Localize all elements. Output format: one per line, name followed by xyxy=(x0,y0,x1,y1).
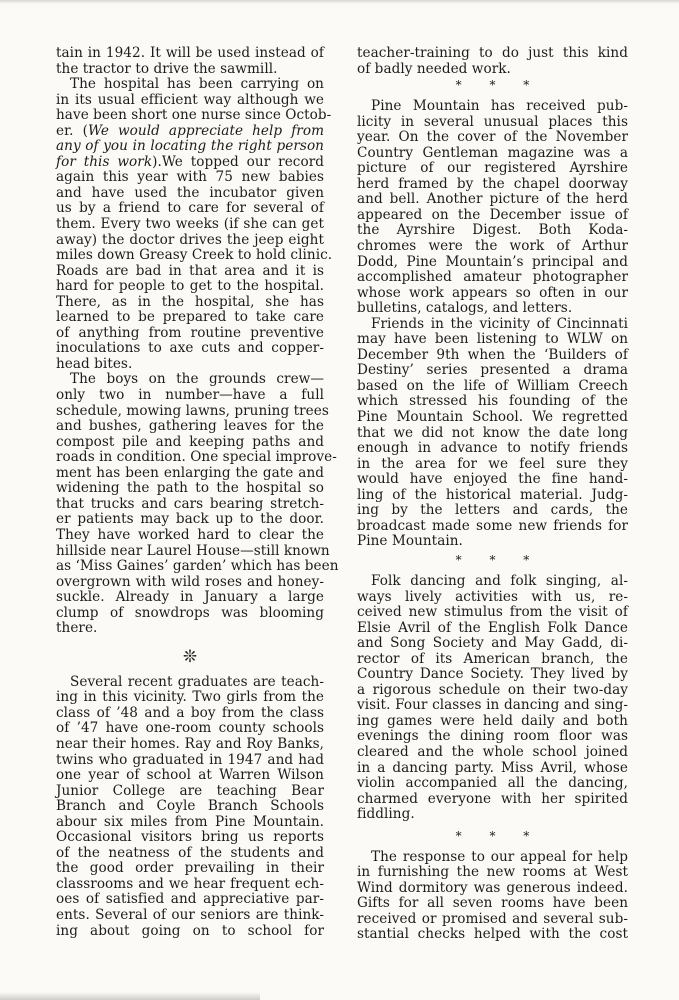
text-line: Destiny’ series presented a drama xyxy=(357,362,628,379)
text-line: Occasional visitors bring us reports xyxy=(56,829,324,846)
text-line: of ’47 have one-room county schools xyxy=(56,720,324,737)
text-line: in a dancing party. Miss Avril, whose xyxy=(357,759,628,776)
text-line: They have worked hard to clear the xyxy=(56,526,324,543)
text-line: and bell. Another picture of the herd xyxy=(357,191,628,208)
text-line: as ‘Miss Gaines’ garden’ which has been xyxy=(56,558,339,575)
text-line: ment has been enlarging the gate and xyxy=(56,464,324,481)
text-line: ing by the letters and cards, the xyxy=(357,502,628,519)
right-column xyxy=(357,46,628,943)
text-line: There, as in the hospital, she has xyxy=(56,293,324,310)
text-line: licity in several unusual places this xyxy=(357,113,628,130)
text-line: picture of our registered Ayrshire xyxy=(357,160,628,177)
text-line: evenings the dining room floor was xyxy=(357,728,628,745)
paragraph-graduates xyxy=(56,675,324,939)
text-line: ing games were held daily and both xyxy=(357,712,628,729)
text-line: Folk dancing and folk singing, al- xyxy=(371,572,628,589)
text-line: which stressed his founding of the xyxy=(357,393,628,410)
text-line: stantial checks helped with the cost xyxy=(357,926,628,943)
text-line: may have been listening to WLW on xyxy=(357,331,628,348)
paragraph-publicity xyxy=(357,99,628,317)
text-line: Gifts for all seven rooms have been xyxy=(357,895,628,912)
text-line: abour six miles from Pine Mountain. xyxy=(56,813,324,830)
text-line: the good order prevailing in their xyxy=(56,860,324,877)
text-line: again this year with 75 new babies xyxy=(56,169,324,186)
paragraph-teacher-training xyxy=(357,46,628,77)
text-line: er patients may back up to the door. xyxy=(56,511,324,528)
text-line: there. xyxy=(56,620,98,637)
text-line: oes of satisfied and appreciative par- xyxy=(56,891,324,908)
text-line: Wind dormitory was generous indeed. xyxy=(357,879,628,896)
section-separator: * * * xyxy=(455,552,542,567)
text-line: miles down Greasy Creek to hold clinic. xyxy=(56,247,333,264)
text-line: Several recent graduates are teach- xyxy=(70,673,324,690)
text-line: visit. Four classes in dancing and sing- xyxy=(357,697,628,714)
text-line: whose work appears so often in our xyxy=(357,284,628,301)
text-line: and have used the incubator given xyxy=(56,184,324,201)
text-line: Roads are bad in that area and it is xyxy=(56,262,324,279)
text-line: would have enjoyed the fine hand- xyxy=(357,471,628,488)
text-line: December 9th when the ‘Builders of xyxy=(357,346,628,363)
text-line: based on the life of William Creech xyxy=(357,377,628,394)
page-top-edge xyxy=(0,0,679,4)
text-line: head bites. xyxy=(56,355,133,372)
text-line: Country Dance Society. They lived by xyxy=(357,666,628,683)
text-line: and bushes, gathering leaves for the xyxy=(56,418,324,435)
text-line: have been short one nurse since Octob- xyxy=(56,107,332,124)
text-line: violin accompanied all the dancing, xyxy=(357,775,628,792)
italic-request: We would appreciate help from xyxy=(87,122,325,139)
text-line: widening the path to the hospital so xyxy=(56,480,324,497)
text-line: overgrown with wild roses and honey- xyxy=(56,573,324,590)
text-line: The boys on the grounds crew— xyxy=(70,371,324,388)
text-line: hard for people to get to the hospital. xyxy=(56,278,324,295)
text-line: away) the doctor drives the jeep eight xyxy=(56,231,324,248)
paragraph-folk-dancing xyxy=(357,574,628,823)
text-line: charmed everyone with her spirited xyxy=(357,790,628,807)
text-line: rector of its American branch, the xyxy=(357,650,628,667)
text-line: the tractor to drive the sawmill. xyxy=(56,60,278,77)
text-line: Country Gentleman magazine was a xyxy=(357,144,628,161)
text-line: teacher-training to do just this kind xyxy=(357,45,628,61)
italic-request: any of you in locating the right person xyxy=(56,138,324,155)
text-line: ing in this vicinity. Two girls from the xyxy=(56,689,324,706)
text-line: learned to be prepared to take care xyxy=(56,309,324,326)
text-line: one year of school at Warren Wilson xyxy=(56,767,324,784)
text-line: ways lively activities with us, re- xyxy=(357,588,628,605)
text-line: suckle. Already in January a large xyxy=(56,589,324,606)
text-line: a rigorous schedule on their two-day xyxy=(357,681,628,698)
text-line: them. Every two weeks (if she can get xyxy=(56,216,324,233)
text-line xyxy=(56,124,324,140)
section-separator: * * * xyxy=(455,78,542,93)
text-line: schedule, mowing lawns, pruning trees xyxy=(56,402,329,419)
text-line: compost pile and keeping paths and xyxy=(56,433,324,450)
text-line: of badly needed work. xyxy=(357,60,511,77)
text-line: Friends in the vicinity of Cincinnati xyxy=(371,315,628,332)
text-line xyxy=(56,155,324,171)
text-line: Branch and Coyle Branch Schools xyxy=(56,798,324,815)
text-line: ling of the historical material. Judg- xyxy=(357,486,628,503)
text-run: ).We topped our record xyxy=(152,153,324,170)
text-line: that trucks and cars bearing stretch- xyxy=(56,495,324,512)
italic-request: for this work xyxy=(56,153,153,170)
text-line: Pine Mountain. xyxy=(357,533,463,550)
paragraph-radio-broadcast xyxy=(357,317,628,550)
left-column xyxy=(56,45,339,939)
paragraph-hospital xyxy=(56,76,333,372)
text-line: the Ayrshire Digest. Both Koda- xyxy=(357,222,628,239)
text-line: ing about going on to school for xyxy=(56,922,324,939)
text-line: broadcast made some new friends for xyxy=(357,517,628,534)
text-line: Pine Mountain has received pub- xyxy=(371,98,628,115)
text-line: tain in 1942. It will be used instead of xyxy=(56,45,324,61)
section-separator: * * * xyxy=(455,828,542,843)
text-line: that we did not know the date long xyxy=(357,424,628,441)
text-line: received or promised and several sub- xyxy=(357,910,628,927)
text-line: and Song Society and May Gadd, di- xyxy=(357,635,628,652)
paragraph-grounds-crew xyxy=(56,371,339,637)
floral-ornament-icon: ❊ xyxy=(182,646,198,667)
paragraph-west-wind xyxy=(357,850,628,943)
text-line: us by a friend to care for several of xyxy=(56,200,324,217)
text-line: hillside near Laurel House—still known xyxy=(56,542,330,559)
text-line: only two in number—have a full xyxy=(56,387,324,404)
paragraph-sawmill xyxy=(56,46,324,77)
text-line: appeared on the December issue of xyxy=(357,206,628,223)
text-line: The hospital has been carrying on xyxy=(70,76,324,93)
text-line: fiddling. xyxy=(357,806,415,823)
text-line: ceived new stimulus from the visit of xyxy=(357,604,628,621)
text-line: enough in advance to notify friends xyxy=(357,440,628,457)
text-line: Junior College are teaching Bear xyxy=(56,782,324,799)
text-line: in the area for we feel sure they xyxy=(357,455,628,472)
text-line: chromes were the work of Arthur xyxy=(357,238,628,255)
text-line: classrooms and we hear frequent ech- xyxy=(56,875,324,892)
text-line: twins who graduated in 1947 and had xyxy=(56,751,324,768)
text-line: clump of snowdrops was blooming xyxy=(56,604,324,621)
text-line: Pine Mountain School. We regretted xyxy=(357,409,628,426)
text-line: in furnishing the new rooms at West xyxy=(357,864,628,881)
text-line: in its usual efficient way although we xyxy=(56,91,324,108)
text-line: bulletins, catalogs, and letters. xyxy=(357,300,573,317)
text-line: Elsie Avril of the English Folk Dance xyxy=(357,619,628,636)
text-run: er. ( xyxy=(56,122,88,139)
text-line: of anything from routine preventive xyxy=(56,324,324,341)
text-line: ents. Several of our seniors are think- xyxy=(56,906,324,923)
text-line: Dodd, Pine Mountain’s principal and xyxy=(357,253,628,270)
text-line: cleared and the whole school joined xyxy=(357,743,628,760)
text-line: inoculations to axe cuts and copper- xyxy=(56,340,324,357)
text-line: year. On the cover of the November xyxy=(357,129,628,146)
text-line: roads in condition. One special improve- xyxy=(56,449,337,466)
text-line: of the neatness of the students and xyxy=(56,844,324,861)
page-bottom-edge xyxy=(0,992,260,1000)
text-line: accomplished amateur photographer xyxy=(357,269,628,286)
text-line: class of ’48 and a boy from the class xyxy=(56,704,324,721)
text-line: The response to our appeal for help xyxy=(371,848,628,865)
text-line: near their homes. Ray and Roy Banks, xyxy=(56,735,324,752)
text-line: herd framed by the chapel doorway xyxy=(357,175,628,192)
